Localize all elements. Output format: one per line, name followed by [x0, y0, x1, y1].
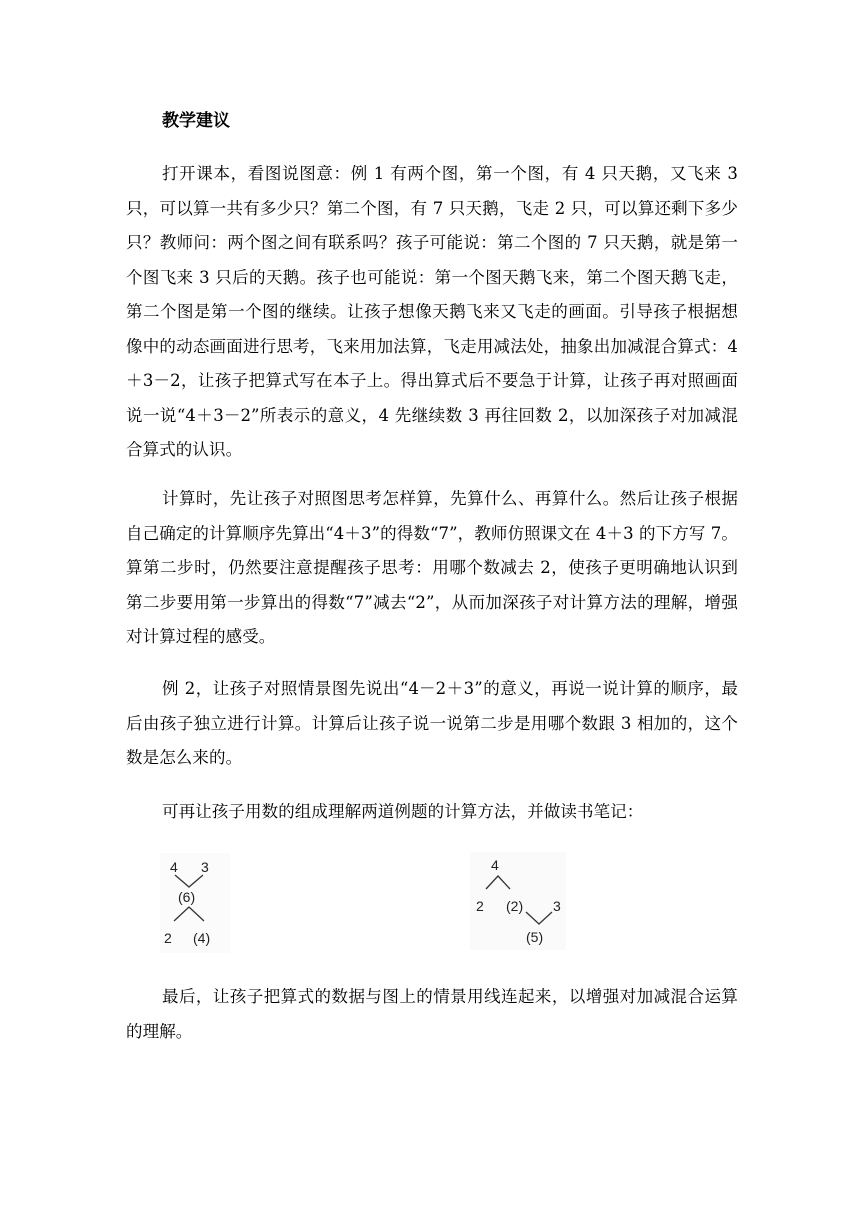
diagram2-bottom-result: (5) — [526, 929, 544, 945]
diagram2-middle-result: (2) — [506, 898, 524, 914]
paragraph-notes-intro: 可再让孩子用数的组成理解两道例题的计算方法，并做读书笔记： — [162, 802, 644, 821]
paragraph-example-1: 打开课本，看图说图意：例 1 有两个图，第一个图，有 4 只天鹅，又飞来 3 只，可以算一共有多少只？第二个图，有 7 只天鹅，飞走 2 只，可以算还剩下多少只？教师问：两个图之间有联系吗？孩子可能说：第二个图的 7 只天鹅，就是第一个图飞来 3 只后的天鹅。孩子也可能说：第一个图天鹅飞来，第二个图天鹅飞走，第二个图是第一个图的继续。让孩子想像天鹅飞来又飞走的画面。引导孩子根据想像中的动态画面进行思考，飞来用加法算，飞走用减法处，抽象出加减混合算式：4＋3－2，让孩子把算式写在本子上。得出算式后不要急于计算，让孩子再对照画面说一说“4＋3－2”所表示的意义，4 先继续数 3 再往回数 2，以加深孩子对加减混合算式的认识。 — [126, 164, 738, 459]
decomposition-diagram-example-1 — [160, 853, 230, 953]
decomposition-diagram-example-2 — [470, 852, 566, 950]
diagram1-bottom-left-number: 2 — [164, 930, 172, 946]
diagram1-bottom-right-result: (4) — [193, 930, 211, 946]
diagram2-left-number: 2 — [476, 898, 484, 914]
section-heading: 教学建议 — [162, 111, 230, 131]
paragraph-conclusion: 最后，让孩子把算式的数据与图上的情景用线连起来，以增强对加减混合运算的理解。 — [126, 987, 738, 1041]
diagram1-middle-result: (6) — [178, 889, 196, 905]
diagram1-top-left-number: 4 — [170, 859, 178, 875]
diagram1-top-right-number: 3 — [201, 859, 209, 875]
diagram2-right-number: 3 — [553, 898, 561, 914]
paragraph-calculation: 计算时，先让孩子对照图思考怎样算，先算什么、再算什么。然后让孩子根据自己确定的计算顺序先算出“4＋3”的得数“7”，教师仿照课文在 4＋3 的下方写 7。算第二步时，仍然要注意提醒孩子思考：用哪个数减去 2，使孩子更明确地认识到第二步要用第一步算出的得数“7”减去“2”，从而加深孩子对计算方法的理解，增强对计算过程的感受。 — [126, 489, 738, 646]
paragraph-example-2: 例 2，让孩子对照情景图先说出“4－2＋3”的意义，再说一说计算的顺序，最后由孩子独立进行计算。计算后让孩子说一说第二步是用哪个数跟 3 相加的，这个数是怎么来的。 — [126, 679, 738, 767]
diagram2-top-number: 4 — [491, 857, 499, 873]
